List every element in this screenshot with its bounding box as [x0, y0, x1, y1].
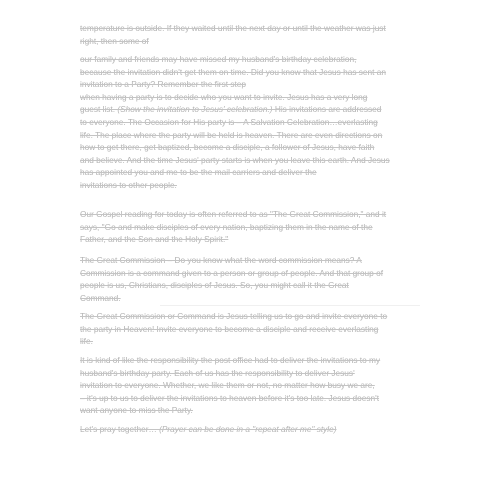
text-run: our family and friends may have missed my husband's birthday celebration, — [80, 54, 357, 64]
text-line — [80, 154, 430, 167]
text-line — [80, 367, 430, 380]
text-line — [80, 404, 430, 417]
text-run: to everyone. The Occasion for His party is – A Salvation Celebration…everlasting — [80, 116, 378, 127]
paragraph-gospel-reading — [80, 208, 430, 246]
text-run: when having a party is to decide who you want to invite. Jesus has a very long — [80, 91, 368, 102]
text-run: Father, and the Son and the Holy Spirit." — [80, 234, 229, 245]
text-run: life. The place where the party will be held is heaven. There are even directions on — [80, 129, 383, 140]
paragraph-post-office — [80, 354, 430, 417]
text-run: and believe. And the time Jesus' party starts is when you leave this earth. And Jesus — [80, 154, 390, 165]
text-line — [80, 35, 430, 48]
text-line — [80, 91, 430, 104]
text-line — [80, 392, 430, 405]
italic-note: (Prayer can be done in a "repeat after me" style) — [159, 424, 337, 434]
text-line — [80, 208, 430, 221]
text-line — [80, 310, 430, 323]
paragraph-prayer — [80, 423, 430, 436]
text-run: husband's birthday party. Each of us has the responsibility to deliver Jesus' — [80, 367, 355, 378]
text-line — [80, 78, 430, 91]
text-line — [80, 279, 430, 292]
text-run: – it's up to us to deliver the invitations to heaven before it's too late. Jesus doesn't — [80, 392, 380, 403]
text-run: guest list. — [80, 104, 118, 115]
text-line — [80, 66, 430, 79]
text-run: Command. — [80, 292, 121, 303]
text-run: It is kind of like the responsibility the post office had to deliver the invitations to my — [80, 355, 381, 365]
text-line — [80, 116, 430, 129]
text-run: the party in Heaven! Invite everyone to become a disciple and receive everlasting — [80, 323, 379, 334]
text-run: life. — [80, 336, 93, 347]
text-run: how to get there, get baptized, become a disciple, a follower of Jesus, have faith — [80, 142, 375, 153]
paragraph-great-commission — [80, 254, 430, 304]
text-line — [80, 103, 430, 116]
text-run: Our Gospel reading for today is often referred to as "The Great Commission," and it — [80, 209, 387, 219]
text-line — [80, 354, 430, 367]
text-line — [80, 141, 430, 154]
paragraph-great-command — [80, 310, 430, 348]
text-line — [80, 179, 430, 192]
paragraph-temperature — [80, 22, 430, 47]
faint-divider — [160, 305, 420, 306]
text-run: has appointed you and me to be the mail carriers and deliver the — [80, 167, 317, 178]
text-line — [80, 335, 430, 348]
text-run: invitation to a Party? Remember the first step — [80, 79, 247, 90]
text-line — [80, 423, 430, 436]
text-line — [80, 166, 430, 179]
text-line — [80, 267, 430, 280]
text-line — [80, 129, 430, 142]
text-line — [80, 233, 430, 246]
text-line — [80, 254, 430, 267]
text-line — [80, 221, 430, 234]
text-run: His invitations are addressed — [272, 104, 382, 115]
text-line — [80, 323, 430, 336]
text-run: invitations to other people. — [80, 179, 177, 190]
text-run: Commission is a command given to a person or group of people. And that group of — [80, 267, 384, 278]
text-run: people is us, Christians, disciples of Jesus. So, you might call it the Great — [80, 280, 349, 291]
text-run: because the invitation didn't get them on time. Did you know that Jesus has sent an — [80, 66, 386, 77]
text-run: want anyone to miss the Party. — [80, 405, 193, 416]
paragraph-invitation — [80, 53, 430, 192]
text-run: The Great Commission – Do you know what the word commission means? A — [80, 255, 362, 265]
text-run: says, "Go and make disciples of every nation, baptizing them in the name of the — [80, 221, 373, 232]
text-line — [80, 22, 430, 35]
italic-note: (Show the invitation to Jesus' celebration.) — [117, 104, 273, 115]
text-run: right, then some of — [80, 35, 149, 46]
text-run: invitation to everyone. Whether, we like them or not, no matter how busy we are, — [80, 380, 375, 391]
text-line — [80, 379, 430, 392]
text-run: The Great Commission or Command is Jesus telling us to go and invite everyone to — [80, 311, 388, 321]
text-line — [80, 53, 430, 66]
text-run: temperature is outside. If they waited until the next day or until the weather was just — [80, 23, 386, 33]
text-line — [80, 292, 430, 305]
text-run: Let's pray together… — [80, 424, 160, 434]
